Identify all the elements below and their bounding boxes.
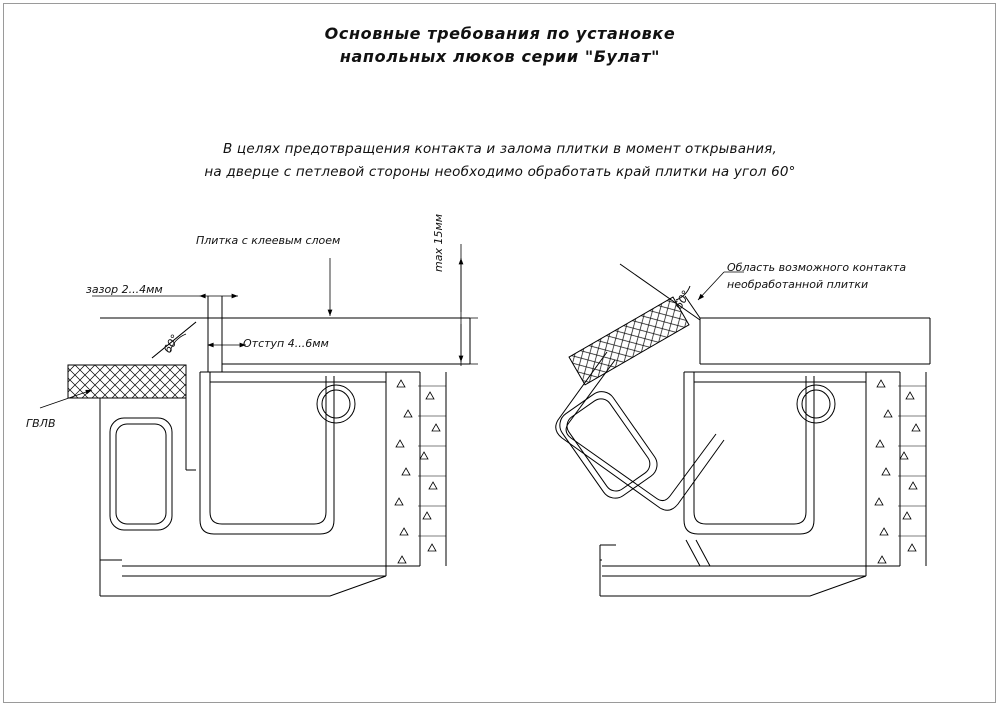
page-title-line1: Основные требования по установке <box>324 24 676 43</box>
page-title-line2: напольных люков серии "Булат" <box>339 47 661 66</box>
right-assembly <box>554 264 930 596</box>
gap-label: зазор 2...4мм <box>86 283 163 296</box>
page-subtitle-line2: на дверце с петлевой стороны необходимо обработать край плитки на угол 60° <box>204 164 796 180</box>
left-angle-label: 60° <box>161 332 183 356</box>
contact-label-line1: Область возможного контакта <box>727 261 907 274</box>
page-subtitle-line1: В целях предотвращения контакта и залома плитки в момент открывания, <box>222 141 777 157</box>
tile-label: Плитка с клеевым слоем <box>196 234 341 247</box>
offset-label: Отступ 4...6мм <box>243 337 329 350</box>
max-height-label: max 15мм <box>432 213 445 272</box>
contact-label-line2: необработанной плитки <box>727 278 869 291</box>
right-angle-label: 60° <box>672 288 694 312</box>
board-label: ГВЛВ <box>26 417 56 430</box>
